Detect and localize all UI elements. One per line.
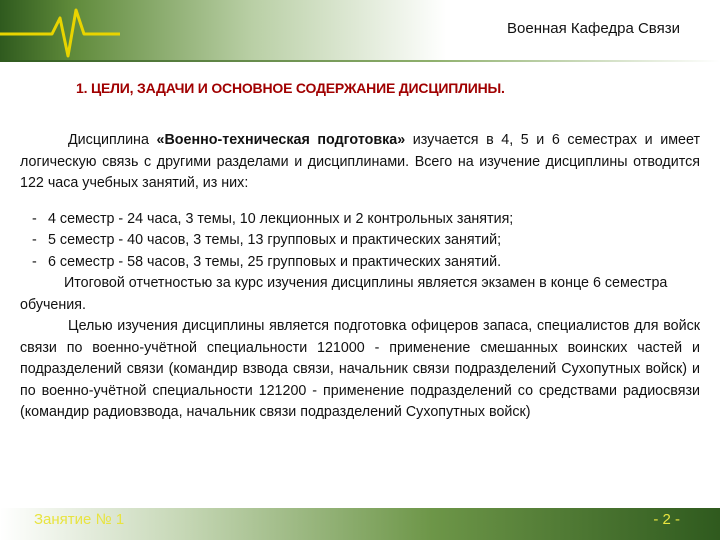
slide-title: 1. ЦЕЛИ, ЗАДАЧИ И ОСНОВНОЕ СОДЕРЖАНИЕ ДИСЦИПЛИНЫ. bbox=[76, 80, 505, 96]
list-item bbox=[20, 252, 700, 274]
intro-paragraph bbox=[20, 130, 700, 195]
goal-paragraph: Целью изучения дисциплины является подготовка офицеров запаса, специалистов для войск связи по военно-учётной специальности 121000 - применение смешанных воинских частей и подразделений связи (командир взвода связи, начальник связи подразделений Сухопутных войск) и по военно-учётной специальности 121200 - применение подразделений со средствами радиосвязи (командир радиовзвода, начальник связи подразделений Сухопутных войск) bbox=[20, 318, 700, 420]
semester-list bbox=[20, 209, 700, 274]
list-item-text: 5 семестр - 40 часов, 3 темы, 13 групповых и практических занятий; bbox=[48, 232, 502, 248]
intro-prefix: Дисциплина bbox=[68, 132, 157, 148]
final-exam-paragraph: Итоговой отчетностью за курс изучения дисциплины является экзамен в конце 6 семестра обучения. bbox=[20, 275, 668, 313]
intro-suffix: изучается в 4, 5 и 6 семестрах и имеет логическую связь с другими разделами и дисциплинами. Всего на изучение дисциплины отводится 122 часа учебных занятий, из них: bbox=[20, 132, 700, 191]
list-item bbox=[20, 230, 700, 252]
list-marker: - bbox=[32, 232, 37, 248]
header-divider bbox=[0, 60, 720, 62]
discipline-name: «Военно-техническая подготовка» bbox=[156, 132, 406, 148]
page-number: - 2 - bbox=[653, 511, 680, 528]
list-marker: - bbox=[32, 253, 37, 270]
list-marker: - bbox=[32, 210, 37, 227]
header-title: Военная Кафедра Связи bbox=[507, 20, 680, 37]
list-item-text: 4 семестр - 24 часа, 3 темы, 10 лекционных и 2 контрольных занятия; bbox=[48, 210, 514, 227]
list-item bbox=[20, 209, 700, 231]
list-item-text: 6 семестр - 58 часов, 3 темы, 25 групповых и практических занятий. bbox=[48, 253, 502, 270]
lesson-label: Занятие № 1 bbox=[34, 511, 125, 528]
slide-content bbox=[20, 130, 700, 424]
signal-pulse-icon bbox=[0, 0, 120, 62]
